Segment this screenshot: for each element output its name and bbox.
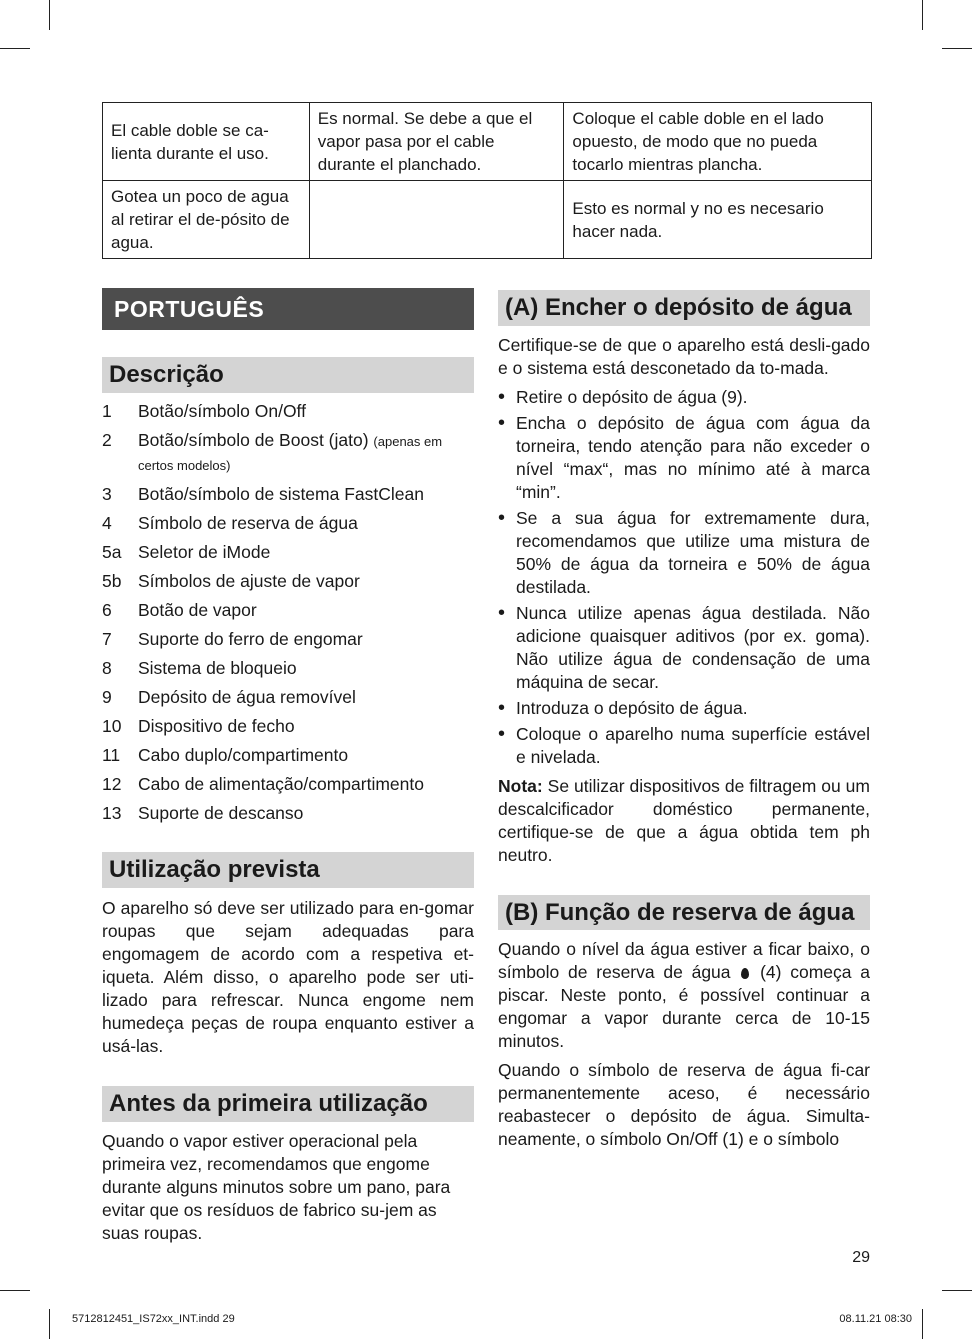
section-b-paragraph-2: Quando o símbolo de reserva de água fi-car permanentemente aceso, é necessário reabastecer o depósito de água. Simulta-neamente, o símbolo On/Off (1) e o símbolo (498, 1060, 870, 1149)
section-heading-descricao: Descrição (102, 357, 474, 393)
item-text: Símbolos de ajuste de vapor (138, 571, 360, 591)
item-text: Botão/símbolo de sistema FastClean (138, 484, 424, 504)
section-heading-antes: Antes da primeira utilização (102, 1086, 474, 1122)
table-cell: Esto es normal y no es necesario hacer nada. (564, 181, 872, 259)
item-text: Símbolo de reserva de água (138, 513, 358, 533)
utilizacao-text: O aparelho só deve ser utilizado para en-gomar roupas que sejam adequadas para engomagem de acordo com a respetiva et-iqueta. Além disso, o aparelho pode ser uti-lizado para refrescar. Nunca engome nem humedeça peças de roupa enquanto estiver a usá-las. (102, 898, 474, 1056)
list-item (102, 512, 474, 535)
list-item (102, 773, 474, 796)
table-cell: Gotea un poco de agua al retirar el de-pósito de agua. (103, 181, 310, 259)
item-label (138, 802, 474, 825)
crop-mark (0, 48, 30, 49)
item-text: Botão/símbolo de Boost (jato) (138, 430, 369, 450)
item-number: 7 (102, 629, 112, 649)
section-a-bullets (498, 386, 870, 769)
item-text: Botão/símbolo On/Off (138, 401, 306, 421)
item-label (138, 570, 474, 593)
item-number: 9 (102, 687, 112, 707)
list-item (102, 715, 474, 738)
item-text: Cabo de alimentação/compartimento (138, 774, 424, 794)
table-row (103, 103, 872, 181)
footer-date: 08.11.21 08:30 (839, 1313, 912, 1325)
list-item (102, 744, 474, 767)
note-label: Nota: (498, 776, 543, 796)
parts-list (102, 400, 474, 825)
crop-mark (922, 0, 923, 30)
table-cell: Coloque el cable doble en el lado opuesto, de modo que no pueda tocarlo mientras plancha. (564, 103, 872, 181)
item-label (138, 744, 474, 767)
troubleshooting-table (102, 102, 872, 259)
bullet-item: • Retire o depósito de água (9). (498, 386, 870, 409)
list-item (102, 400, 474, 423)
item-label (138, 715, 474, 738)
list-item (102, 541, 474, 564)
list-item (102, 657, 474, 680)
table-cell: El cable doble se ca-lienta durante el uso. (103, 103, 310, 181)
item-number: 5b (102, 571, 122, 591)
item-text: Botão de vapor (138, 600, 257, 620)
section-heading-a: (A) Encher o depósito de água (498, 290, 870, 326)
item-number: 8 (102, 658, 112, 678)
section-heading-utilizacao: Utilização prevista (102, 852, 474, 888)
item-number: 2 (102, 430, 112, 450)
item-number: 13 (102, 803, 122, 823)
list-item (102, 686, 474, 709)
footer-file: 5712812451_IS72xx_INT.indd 29 (72, 1313, 235, 1325)
section-b-text: Quando o nível da água estiver a ficar baixo, o símbolo de reserva de água (498, 939, 870, 982)
item-number: 5a (102, 542, 122, 562)
page-number: 29 (852, 1249, 870, 1266)
crop-mark (942, 1290, 972, 1291)
section-b-text: (4) começa a piscar. Neste ponto, é possível continuar a engomar a vapor durante cerca de 10-15 minutos. (498, 962, 870, 1051)
list-item (102, 429, 474, 477)
item-label (138, 599, 474, 622)
list-item (102, 570, 474, 593)
item-text: Depósito de água removível (138, 687, 356, 707)
item-text: Cabo duplo/compartimento (138, 745, 349, 765)
item-text: Suporte de descanso (138, 803, 304, 823)
list-item (102, 599, 474, 622)
item-text: Suporte do ferro de engomar (138, 629, 363, 649)
list-item (102, 802, 474, 825)
item-label (138, 686, 474, 709)
item-label (138, 628, 474, 651)
water-drop-icon (741, 968, 749, 979)
section-heading-b: (B) Função de reserva de água (498, 895, 870, 930)
item-number: 11 (102, 745, 121, 765)
language-heading: PORTUGUÊS (102, 288, 474, 330)
item-note: (apenas em certos modelos) (138, 434, 443, 473)
antes-text: Quando o vapor estiver operacional pela primeira vez, recomendamos que engome durante alguns minutos sobre um pano, para evitar que os resíduos de fabrico su-jem as suas roupas. (102, 1131, 451, 1243)
bullet-item: • Nunca utilize apenas água destilada. Não adicione quaisquer aditivos (por ex. goma). Não utilize água de condensação de uma máquina de secar. (498, 602, 870, 694)
bullet-item: • Encha o depósito de água com água da torneira, tendo atenção para não exceder o nível “max“, mas no mínimo até à marca “min”. (498, 412, 870, 504)
bullet-item: • Se a sua água for extremamente dura, recomendamos que utilize uma mistura de 50% de água da torneira e 50% de água destilada. (498, 507, 870, 599)
list-item (102, 628, 474, 651)
bullet-item: • Introduza o depósito de água. (498, 697, 870, 720)
item-label (138, 773, 474, 796)
item-label (138, 400, 474, 423)
table-cell (309, 181, 564, 259)
item-number: 3 (102, 484, 112, 504)
crop-mark (0, 1290, 30, 1291)
item-text: Seletor de iMode (138, 542, 271, 562)
table-cell: Es normal. Se debe a que el vapor pasa por el cable durante el planchado. (309, 103, 564, 181)
section-a-intro: Certifique-se de que o aparelho está desli-gado e o sistema está desconetado da to-mada. (498, 335, 870, 378)
crop-mark (922, 1309, 923, 1339)
note-text: Se utilizar dispositivos de filtragem ou um descalcificador doméstico permanente, certifique-se de que a água obtida tem ph neutro. (498, 776, 870, 865)
item-text: Dispositivo de fecho (138, 716, 295, 736)
crop-mark (49, 0, 50, 30)
item-label (138, 429, 474, 477)
item-label (138, 541, 474, 564)
right-column (498, 288, 870, 1151)
item-number: 12 (102, 774, 122, 794)
list-item (102, 483, 474, 506)
section-b-paragraph-1 (498, 938, 870, 1053)
item-text: Sistema de bloqueio (138, 658, 297, 678)
item-label (138, 657, 474, 680)
item-number: 10 (102, 716, 122, 736)
left-column (102, 288, 474, 1245)
bullet-item: • Coloque o aparelho numa superfície estável e nivelada. (498, 723, 870, 769)
item-number: 1 (102, 401, 112, 421)
crop-mark (942, 48, 972, 49)
item-number: 4 (102, 513, 112, 533)
item-label (138, 483, 474, 506)
item-label (138, 512, 474, 535)
crop-mark (49, 1309, 50, 1339)
section-a-note (498, 775, 870, 867)
item-number: 6 (102, 600, 112, 620)
table-row (103, 181, 872, 259)
